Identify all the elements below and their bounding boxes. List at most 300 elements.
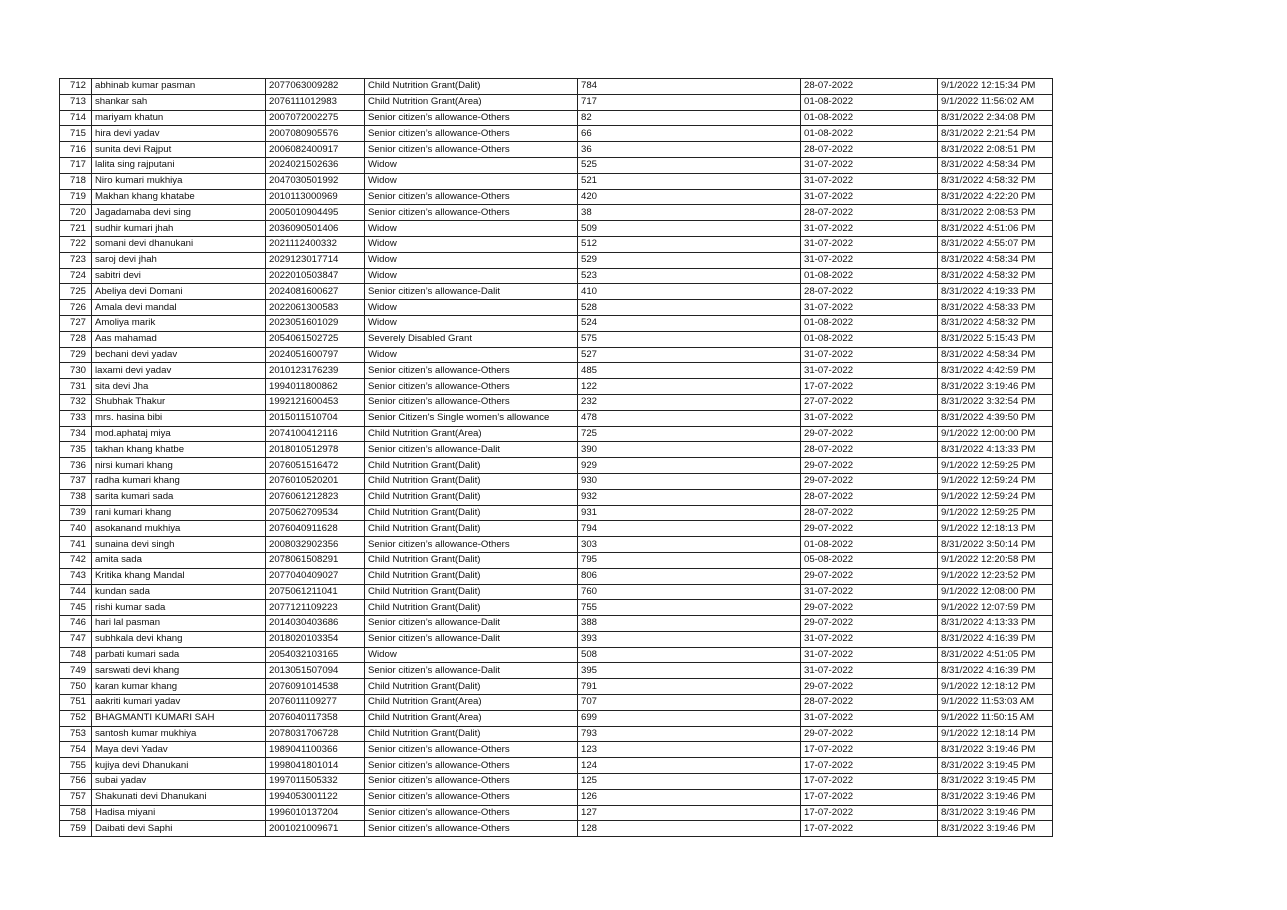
date-cell: 31-07-2022 — [801, 252, 938, 268]
allowance-type-cell: Child Nutrition Grant(Area) — [365, 426, 578, 442]
allowance-type-cell: Widow — [365, 268, 578, 284]
id-number-cell: 2022061300583 — [266, 300, 365, 316]
name-cell: asokanand mukhiya — [92, 521, 266, 537]
name-cell: parbati kumari sada — [92, 647, 266, 663]
name-cell: radha kumari khang — [92, 473, 266, 489]
date-cell: 29-07-2022 — [801, 726, 938, 742]
allowance-type-cell: Child Nutrition Grant(Dalit) — [365, 552, 578, 568]
name-cell: mariyam khatun — [92, 110, 266, 126]
timestamp-cell: 8/31/2022 4:16:39 PM — [938, 631, 1053, 647]
table-row — [60, 710, 1053, 726]
id-number-cell: 1989041100366 — [266, 742, 365, 758]
id-number-cell: 2077040409027 — [266, 568, 365, 584]
amount-cell: 725 — [578, 426, 801, 442]
id-number-cell: 1998041801014 — [266, 758, 365, 774]
date-cell: 31-07-2022 — [801, 173, 938, 189]
table-row — [60, 505, 1053, 521]
serial-number-cell: 752 — [60, 710, 92, 726]
id-number-cell: 1996010137204 — [266, 805, 365, 821]
data-table — [59, 78, 1053, 837]
id-number-cell: 2014030403686 — [266, 616, 365, 632]
amount-cell: 931 — [578, 505, 801, 521]
allowance-type-cell: Senior citizen’s allowance-Others — [365, 205, 578, 221]
table-row — [60, 742, 1053, 758]
allowance-type-cell: Senior Citizen's Single women’s allowance — [365, 410, 578, 426]
id-number-cell: 2022010503847 — [266, 268, 365, 284]
serial-number-cell: 715 — [60, 126, 92, 142]
date-cell: 17-07-2022 — [801, 742, 938, 758]
name-cell: rani kumari khang — [92, 505, 266, 521]
allowance-type-cell: Senior citizen’s allowance-Dalit — [365, 631, 578, 647]
name-cell: Shubhak Thakur — [92, 394, 266, 410]
id-number-cell: 2077063009282 — [266, 79, 365, 95]
allowance-type-cell: Senior citizen’s allowance-Dalit — [365, 663, 578, 679]
date-cell: 31-07-2022 — [801, 410, 938, 426]
id-number-cell: 1992121600453 — [266, 394, 365, 410]
table-row — [60, 805, 1053, 821]
name-cell: laxami devi yadav — [92, 363, 266, 379]
name-cell: Maya devi Yadav — [92, 742, 266, 758]
serial-number-cell: 712 — [60, 79, 92, 95]
name-cell: amita sada — [92, 552, 266, 568]
timestamp-cell: 8/31/2022 4:22:20 PM — [938, 189, 1053, 205]
date-cell: 17-07-2022 — [801, 821, 938, 837]
amount-cell: 36 — [578, 142, 801, 158]
amount-cell: 529 — [578, 252, 801, 268]
serial-number-cell: 728 — [60, 331, 92, 347]
id-number-cell: 2076040911628 — [266, 521, 365, 537]
date-cell: 29-07-2022 — [801, 679, 938, 695]
id-number-cell: 2015011510704 — [266, 410, 365, 426]
table-body — [60, 79, 1053, 837]
amount-cell: 128 — [578, 821, 801, 837]
serial-number-cell: 739 — [60, 505, 92, 521]
table-row — [60, 126, 1053, 142]
amount-cell: 528 — [578, 300, 801, 316]
serial-number-cell: 714 — [60, 110, 92, 126]
timestamp-cell: 8/31/2022 4:58:34 PM — [938, 157, 1053, 173]
serial-number-cell: 734 — [60, 426, 92, 442]
table-row — [60, 789, 1053, 805]
date-cell: 01-08-2022 — [801, 110, 938, 126]
name-cell: Jagadamaba devi sing — [92, 205, 266, 221]
name-cell: Niro kumari mukhiya — [92, 173, 266, 189]
table-row — [60, 300, 1053, 316]
id-number-cell: 2076111012983 — [266, 94, 365, 110]
table-row — [60, 394, 1053, 410]
date-cell: 31-07-2022 — [801, 221, 938, 237]
date-cell: 28-07-2022 — [801, 284, 938, 300]
name-cell: BHAGMANTI KUMARI SAH — [92, 710, 266, 726]
allowance-type-cell: Senior citizen’s allowance-Others — [365, 742, 578, 758]
amount-cell: 795 — [578, 552, 801, 568]
allowance-type-cell: Widow — [365, 157, 578, 173]
name-cell: sabitri devi — [92, 268, 266, 284]
amount-cell: 232 — [578, 394, 801, 410]
name-cell: karan kumar khang — [92, 679, 266, 695]
table-row — [60, 616, 1053, 632]
date-cell: 17-07-2022 — [801, 805, 938, 821]
date-cell: 05-08-2022 — [801, 552, 938, 568]
allowance-type-cell: Child Nutrition Grant(Area) — [365, 710, 578, 726]
table-row — [60, 537, 1053, 553]
allowance-type-cell: Senior citizen’s allowance-Others — [365, 379, 578, 395]
name-cell: bechani devi yadav — [92, 347, 266, 363]
timestamp-cell: 8/31/2022 2:08:53 PM — [938, 205, 1053, 221]
timestamp-cell: 9/1/2022 12:07:59 PM — [938, 600, 1053, 616]
serial-number-cell: 743 — [60, 568, 92, 584]
timestamp-cell: 9/1/2022 12:59:25 PM — [938, 458, 1053, 474]
serial-number-cell: 735 — [60, 442, 92, 458]
name-cell: sarita kumari sada — [92, 489, 266, 505]
timestamp-cell: 8/31/2022 4:58:32 PM — [938, 173, 1053, 189]
serial-number-cell: 757 — [60, 789, 92, 805]
amount-cell: 512 — [578, 236, 801, 252]
allowance-type-cell: Child Nutrition Grant(Dalit) — [365, 489, 578, 505]
allowance-type-cell: Widow — [365, 173, 578, 189]
date-cell: 17-07-2022 — [801, 789, 938, 805]
timestamp-cell: 9/1/2022 12:23:52 PM — [938, 568, 1053, 584]
allowance-type-cell: Child Nutrition Grant(Dalit) — [365, 600, 578, 616]
timestamp-cell: 8/31/2022 3:19:46 PM — [938, 789, 1053, 805]
serial-number-cell: 727 — [60, 315, 92, 331]
name-cell: abhinab kumar pasman — [92, 79, 266, 95]
allowance-type-cell: Child Nutrition Grant(Area) — [365, 94, 578, 110]
name-cell: Amala devi mandal — [92, 300, 266, 316]
allowance-type-cell: Child Nutrition Grant(Dalit) — [365, 584, 578, 600]
serial-number-cell: 729 — [60, 347, 92, 363]
date-cell: 01-08-2022 — [801, 315, 938, 331]
name-cell: takhan khang khatbe — [92, 442, 266, 458]
table-row — [60, 458, 1053, 474]
serial-number-cell: 741 — [60, 537, 92, 553]
name-cell: sunaina devi singh — [92, 537, 266, 553]
id-number-cell: 2001021009671 — [266, 821, 365, 837]
amount-cell: 793 — [578, 726, 801, 742]
amount-cell: 82 — [578, 110, 801, 126]
name-cell: Amoliya marik — [92, 315, 266, 331]
table-row — [60, 631, 1053, 647]
serial-number-cell: 750 — [60, 679, 92, 695]
name-cell: sunita devi Rajput — [92, 142, 266, 158]
date-cell: 01-08-2022 — [801, 331, 938, 347]
timestamp-cell: 9/1/2022 12:59:24 PM — [938, 489, 1053, 505]
allowance-type-cell: Senior citizen’s allowance-Others — [365, 821, 578, 837]
amount-cell: 760 — [578, 584, 801, 600]
table-row — [60, 315, 1053, 331]
id-number-cell: 2078031706728 — [266, 726, 365, 742]
amount-cell: 575 — [578, 331, 801, 347]
name-cell: aakriti kumari yadav — [92, 695, 266, 711]
timestamp-cell: 9/1/2022 12:20:58 PM — [938, 552, 1053, 568]
table-row — [60, 236, 1053, 252]
name-cell: Kritika khang Mandal — [92, 568, 266, 584]
serial-number-cell: 718 — [60, 173, 92, 189]
name-cell: sita devi Jha — [92, 379, 266, 395]
timestamp-cell: 8/31/2022 4:39:50 PM — [938, 410, 1053, 426]
date-cell: 28-07-2022 — [801, 695, 938, 711]
name-cell: hira devi yadav — [92, 126, 266, 142]
serial-number-cell: 748 — [60, 647, 92, 663]
serial-number-cell: 723 — [60, 252, 92, 268]
serial-number-cell: 724 — [60, 268, 92, 284]
table-row — [60, 331, 1053, 347]
table-row — [60, 821, 1053, 837]
allowance-type-cell: Child Nutrition Grant(Dalit) — [365, 458, 578, 474]
date-cell: 28-07-2022 — [801, 505, 938, 521]
table-row — [60, 426, 1053, 442]
name-cell: kundan sada — [92, 584, 266, 600]
date-cell: 01-08-2022 — [801, 94, 938, 110]
timestamp-cell: 8/31/2022 5:15:43 PM — [938, 331, 1053, 347]
amount-cell: 123 — [578, 742, 801, 758]
timestamp-cell: 8/31/2022 4:58:34 PM — [938, 347, 1053, 363]
allowance-type-cell: Widow — [365, 315, 578, 331]
amount-cell: 410 — [578, 284, 801, 300]
date-cell: 31-07-2022 — [801, 710, 938, 726]
id-number-cell: 2076061212823 — [266, 489, 365, 505]
timestamp-cell: 8/31/2022 3:19:46 PM — [938, 379, 1053, 395]
timestamp-cell: 9/1/2022 11:56:02 AM — [938, 94, 1053, 110]
amount-cell: 717 — [578, 94, 801, 110]
date-cell: 01-08-2022 — [801, 268, 938, 284]
timestamp-cell: 8/31/2022 4:58:32 PM — [938, 315, 1053, 331]
amount-cell: 755 — [578, 600, 801, 616]
table-row — [60, 379, 1053, 395]
allowance-type-cell: Senior citizen’s allowance-Dalit — [365, 442, 578, 458]
timestamp-cell: 9/1/2022 11:50:15 AM — [938, 710, 1053, 726]
serial-number-cell: 745 — [60, 600, 92, 616]
amount-cell: 509 — [578, 221, 801, 237]
timestamp-cell: 9/1/2022 12:00:00 PM — [938, 426, 1053, 442]
amount-cell: 784 — [578, 79, 801, 95]
allowance-type-cell: Senior citizen’s allowance-Others — [365, 537, 578, 553]
serial-number-cell: 747 — [60, 631, 92, 647]
table-row — [60, 79, 1053, 95]
date-cell: 31-07-2022 — [801, 647, 938, 663]
date-cell: 28-07-2022 — [801, 442, 938, 458]
id-number-cell: 2054061502725 — [266, 331, 365, 347]
table-row — [60, 142, 1053, 158]
amount-cell: 126 — [578, 789, 801, 805]
timestamp-cell: 8/31/2022 3:19:46 PM — [938, 742, 1053, 758]
table-row — [60, 205, 1053, 221]
timestamp-cell: 8/31/2022 3:19:45 PM — [938, 758, 1053, 774]
date-cell: 28-07-2022 — [801, 205, 938, 221]
amount-cell: 527 — [578, 347, 801, 363]
table-row — [60, 552, 1053, 568]
table-row — [60, 584, 1053, 600]
timestamp-cell: 8/31/2022 3:50:14 PM — [938, 537, 1053, 553]
name-cell: sudhir kumari jhah — [92, 221, 266, 237]
allowance-type-cell: Widow — [365, 300, 578, 316]
table-row — [60, 189, 1053, 205]
amount-cell: 38 — [578, 205, 801, 221]
date-cell: 29-07-2022 — [801, 426, 938, 442]
id-number-cell: 1997011505332 — [266, 774, 365, 790]
name-cell: Hadisa miyani — [92, 805, 266, 821]
serial-number-cell: 744 — [60, 584, 92, 600]
timestamp-cell: 9/1/2022 12:18:13 PM — [938, 521, 1053, 537]
timestamp-cell: 8/31/2022 4:51:06 PM — [938, 221, 1053, 237]
allowance-type-cell: Severely Disabled Grant — [365, 331, 578, 347]
id-number-cell: 2013051507094 — [266, 663, 365, 679]
id-number-cell: 2023051601029 — [266, 315, 365, 331]
table-row — [60, 695, 1053, 711]
amount-cell: 806 — [578, 568, 801, 584]
date-cell: 01-08-2022 — [801, 126, 938, 142]
id-number-cell: 2021112400332 — [266, 236, 365, 252]
timestamp-cell: 9/1/2022 12:08:00 PM — [938, 584, 1053, 600]
serial-number-cell: 742 — [60, 552, 92, 568]
serial-number-cell: 725 — [60, 284, 92, 300]
id-number-cell: 2005010904495 — [266, 205, 365, 221]
date-cell: 17-07-2022 — [801, 758, 938, 774]
table-row — [60, 774, 1053, 790]
timestamp-cell: 8/31/2022 4:58:34 PM — [938, 252, 1053, 268]
date-cell: 31-07-2022 — [801, 584, 938, 600]
serial-number-cell: 720 — [60, 205, 92, 221]
allowance-type-cell: Senior citizen’s allowance-Others — [365, 789, 578, 805]
serial-number-cell: 730 — [60, 363, 92, 379]
amount-cell: 794 — [578, 521, 801, 537]
allowance-type-cell: Senior citizen’s allowance-Others — [365, 189, 578, 205]
allowance-type-cell: Widow — [365, 252, 578, 268]
date-cell: 31-07-2022 — [801, 363, 938, 379]
table-row — [60, 157, 1053, 173]
timestamp-cell: 8/31/2022 3:32:54 PM — [938, 394, 1053, 410]
id-number-cell: 2006082400917 — [266, 142, 365, 158]
serial-number-cell: 753 — [60, 726, 92, 742]
serial-number-cell: 733 — [60, 410, 92, 426]
allowance-type-cell: Widow — [365, 347, 578, 363]
allowance-type-cell: Child Nutrition Grant(Area) — [365, 695, 578, 711]
name-cell: lalita sing rajputani — [92, 157, 266, 173]
serial-number-cell: 759 — [60, 821, 92, 837]
allowance-type-cell: Senior citizen’s allowance-Others — [365, 110, 578, 126]
table-row — [60, 442, 1053, 458]
name-cell: Makhan khang khatabe — [92, 189, 266, 205]
allowance-type-cell: Child Nutrition Grant(Dalit) — [365, 679, 578, 695]
name-cell: saroj devi jhah — [92, 252, 266, 268]
id-number-cell: 2018010512978 — [266, 442, 365, 458]
id-number-cell: 2076091014538 — [266, 679, 365, 695]
amount-cell: 478 — [578, 410, 801, 426]
timestamp-cell: 8/31/2022 4:13:33 PM — [938, 442, 1053, 458]
serial-number-cell: 736 — [60, 458, 92, 474]
name-cell: subhkala devi khang — [92, 631, 266, 647]
allowance-type-cell: Widow — [365, 221, 578, 237]
id-number-cell: 2024081600627 — [266, 284, 365, 300]
amount-cell: 388 — [578, 616, 801, 632]
table-row — [60, 489, 1053, 505]
timestamp-cell: 8/31/2022 2:21:54 PM — [938, 126, 1053, 142]
id-number-cell: 1994011800862 — [266, 379, 365, 395]
amount-cell: 525 — [578, 157, 801, 173]
id-number-cell: 2010113000969 — [266, 189, 365, 205]
date-cell: 29-07-2022 — [801, 473, 938, 489]
amount-cell: 420 — [578, 189, 801, 205]
amount-cell: 930 — [578, 473, 801, 489]
serial-number-cell: 738 — [60, 489, 92, 505]
serial-number-cell: 756 — [60, 774, 92, 790]
date-cell: 31-07-2022 — [801, 300, 938, 316]
name-cell: Shakunati devi Dhanukani — [92, 789, 266, 805]
id-number-cell: 2047030501992 — [266, 173, 365, 189]
serial-number-cell: 737 — [60, 473, 92, 489]
allowance-type-cell: Senior citizen’s allowance-Others — [365, 774, 578, 790]
id-number-cell: 2076051516472 — [266, 458, 365, 474]
allowance-type-cell: Senior citizen’s allowance-Dalit — [365, 616, 578, 632]
amount-cell: 124 — [578, 758, 801, 774]
serial-number-cell: 751 — [60, 695, 92, 711]
timestamp-cell: 9/1/2022 12:15:34 PM — [938, 79, 1053, 95]
serial-number-cell: 754 — [60, 742, 92, 758]
amount-cell: 932 — [578, 489, 801, 505]
name-cell: sarswati devi khang — [92, 663, 266, 679]
date-cell: 17-07-2022 — [801, 774, 938, 790]
timestamp-cell: 8/31/2022 4:19:33 PM — [938, 284, 1053, 300]
amount-cell: 523 — [578, 268, 801, 284]
allowance-type-cell: Child Nutrition Grant(Dalit) — [365, 568, 578, 584]
serial-number-cell: 740 — [60, 521, 92, 537]
serial-number-cell: 713 — [60, 94, 92, 110]
serial-number-cell: 716 — [60, 142, 92, 158]
timestamp-cell: 9/1/2022 11:53:03 AM — [938, 695, 1053, 711]
timestamp-cell: 8/31/2022 4:13:33 PM — [938, 616, 1053, 632]
serial-number-cell: 749 — [60, 663, 92, 679]
id-number-cell: 1994053001122 — [266, 789, 365, 805]
amount-cell: 125 — [578, 774, 801, 790]
name-cell: kujiya devi Dhanukani — [92, 758, 266, 774]
name-cell: mod.aphataj miya — [92, 426, 266, 442]
amount-cell: 524 — [578, 315, 801, 331]
timestamp-cell: 8/31/2022 4:55:07 PM — [938, 236, 1053, 252]
allowance-type-cell: Senior citizen’s allowance-Others — [365, 758, 578, 774]
timestamp-cell: 8/31/2022 2:08:51 PM — [938, 142, 1053, 158]
amount-cell: 699 — [578, 710, 801, 726]
id-number-cell: 2024051600797 — [266, 347, 365, 363]
timestamp-cell: 8/31/2022 4:58:32 PM — [938, 268, 1053, 284]
allowance-type-cell: Senior citizen’s allowance-Others — [365, 363, 578, 379]
name-cell: Aas mahamad — [92, 331, 266, 347]
table-row — [60, 758, 1053, 774]
serial-number-cell: 758 — [60, 805, 92, 821]
name-cell: mrs. hasina bibi — [92, 410, 266, 426]
serial-number-cell: 721 — [60, 221, 92, 237]
timestamp-cell: 8/31/2022 4:42:59 PM — [938, 363, 1053, 379]
amount-cell: 127 — [578, 805, 801, 821]
date-cell: 31-07-2022 — [801, 236, 938, 252]
id-number-cell: 2036090501406 — [266, 221, 365, 237]
id-number-cell: 2075061211041 — [266, 584, 365, 600]
amount-cell: 393 — [578, 631, 801, 647]
id-number-cell: 2007080905576 — [266, 126, 365, 142]
date-cell: 28-07-2022 — [801, 79, 938, 95]
table-row — [60, 94, 1053, 110]
table-row — [60, 473, 1053, 489]
id-number-cell: 2074100412116 — [266, 426, 365, 442]
allowance-type-cell: Senior citizen’s allowance-Dalit — [365, 284, 578, 300]
date-cell: 29-07-2022 — [801, 458, 938, 474]
allowance-type-cell: Child Nutrition Grant(Dalit) — [365, 79, 578, 95]
amount-cell: 390 — [578, 442, 801, 458]
id-number-cell: 2076011109277 — [266, 695, 365, 711]
date-cell: 31-07-2022 — [801, 663, 938, 679]
name-cell: subai yadav — [92, 774, 266, 790]
table-row — [60, 521, 1053, 537]
amount-cell: 521 — [578, 173, 801, 189]
